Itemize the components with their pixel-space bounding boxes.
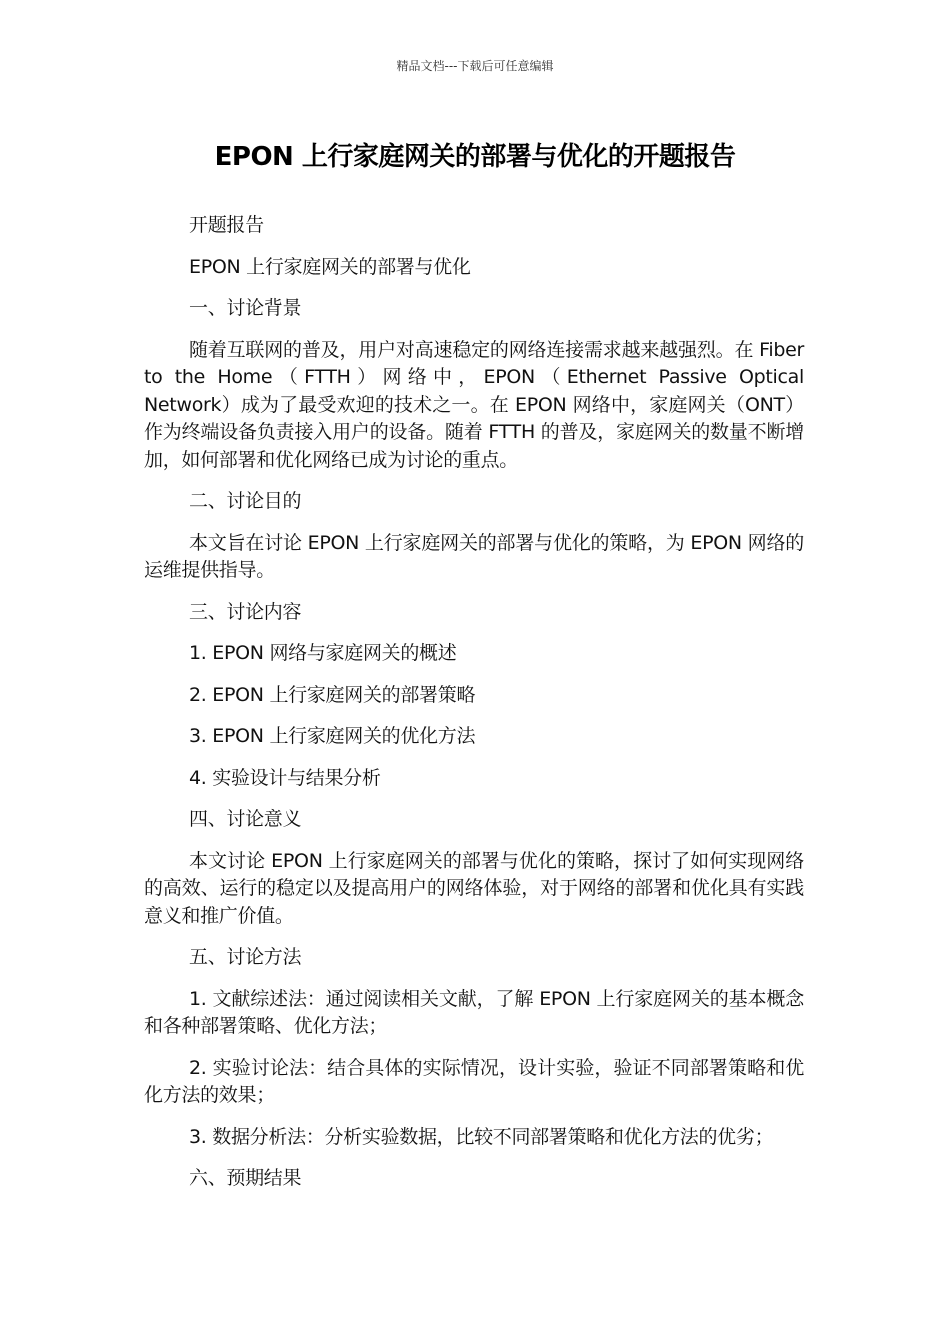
paragraph-background: 随着互联网的普及，用户对高速稳定的网络连接需求越来越强烈。在 Fiber to the Home（FTTH）网络中，EPON（Ethernet Passive Optical Network）成为了最受欢迎的技术之一。在 EPON 网络中，家庭网关（ONT）作为终端设备负责接入用户的设备。随着 FTTH 的普及，家庭网关的数量不断增加，如何部署和优化网络已成为讨论的重点。 xyxy=(144,338,804,471)
paragraph-report-label: 开题报告 xyxy=(189,214,264,236)
list-item-content-3: 3. EPON 上行家庭网关的优化方法 xyxy=(189,725,476,747)
list-item-method-3: 3. 数据分析法：分析实验数据，比较不同部署策略和优化方法的优劣； xyxy=(189,1125,774,1148)
heading-background: 一、讨论背景 xyxy=(189,297,302,319)
list-item-method-2: 2. 实验讨论法：结合具体的实际情况，设计实验，验证不同部署策略和优化方法的效果； xyxy=(144,1056,804,1106)
list-item-content-4: 4. 实验设计与结果分析 xyxy=(189,766,381,789)
list-item-content-1: 1. EPON 网络与家庭网关的概述 xyxy=(189,642,457,664)
heading-significance: 四、讨论意义 xyxy=(189,808,302,830)
heading-expected-results: 六、预期结果 xyxy=(189,1167,302,1189)
document-title: EPON 上行家庭网关的部署与优化的开题报告 xyxy=(214,142,736,172)
paragraph-subject: EPON 上行家庭网关的部署与优化 xyxy=(189,255,471,278)
page-header-note: 精品文档---下载后可任意编辑 xyxy=(396,59,554,73)
heading-purpose: 二、讨论目的 xyxy=(189,490,302,512)
heading-methods: 五、讨论方法 xyxy=(189,946,302,968)
document-body xyxy=(144,212,804,1207)
heading-content: 三、讨论内容 xyxy=(189,600,302,623)
list-item-content-2: 2. EPON 上行家庭网关的部署策略 xyxy=(189,683,476,706)
paragraph-significance: 本文讨论 EPON 上行家庭网关的部署与优化的策略，探讨了如何实现网络的高效、运行的稳定以及提高用户的网络体验，对于网络的部署和优化具有实践意义和推广价值。 xyxy=(144,849,804,927)
paragraph-purpose: 本文旨在讨论 EPON 上行家庭网关的部署与优化的策略，为 EPON 网络的运维提供指导。 xyxy=(144,531,804,581)
list-item-method-1: 1. 文献综述法：通过阅读相关文献，了解 EPON 上行家庭网关的基本概念和各种部署策略、优化方法； xyxy=(144,987,804,1037)
